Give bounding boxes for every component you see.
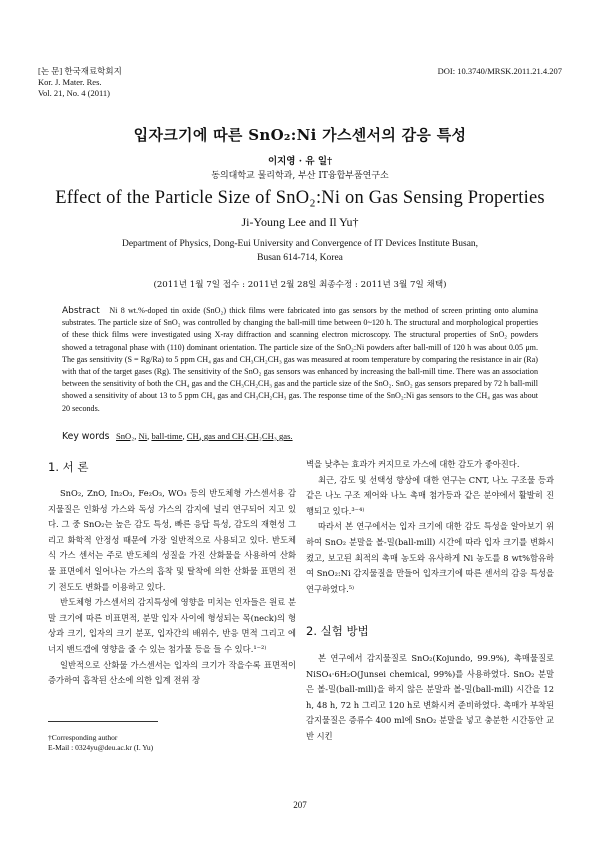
page-number: 207	[293, 800, 307, 810]
keyword-item: CH₄ gas and CH₃CH₂CH₃ gas.	[186, 431, 293, 441]
journal-volume: Vol. 21, No. 4 (2011)	[38, 88, 111, 98]
corresponding-email: E-Mail : 0324yu@deu.ac.kr (I. Yu)	[48, 743, 154, 752]
paragraph: 벽을 낮추는 효과가 커지므로 가스에 대한 감도가 좋아진다.	[306, 459, 520, 469]
introduction-body	[48, 486, 296, 689]
section-heading-introduction: 1. 서 론	[48, 460, 89, 474]
received-dates: (2011년 1월 7일 접수 : 2011년 2월 28일 최종수정 : 2011년 3월 7일 채택)	[153, 280, 447, 290]
section-heading-methods: 2. 실험 방법	[306, 624, 369, 638]
doi: DOI: 10.3740/MRSK.2011.21.4.207	[437, 66, 562, 76]
abstract	[62, 305, 538, 415]
keywords: Key words SnO₂, Ni, ball-time, CH₄ gas and CH₃CH₂CH₃ gas.	[62, 431, 293, 442]
methods-body	[306, 651, 554, 745]
footnote	[48, 733, 153, 753]
paragraph: 본 연구에서 감지물질로 SnO₂(Kojundo, 99.9%), 촉매물질로 NiSO₄·6H₂O(Junsei chemical, 99%)를 사용하였다. SnO₂ 분말은 볼-밀(ball-mill)을 하지 않은 분말과 볼-밀(ball-mill) 시간을 12 h, 48 h, 72 h 그리고 120 h로 변화시켜 준비하였다. 촉매가 부착된 감지물질은 증류수 400 ml에 SnO₂ 분말을 넣고 충분한 시간동안 교반 시킨	[306, 653, 554, 741]
affiliation-ko: 동의대학교 물리학과, 부산 IT융합부품연구소	[211, 171, 389, 181]
journal-name-en: Kor. J. Mater. Res.	[38, 77, 102, 87]
abstract-text: Ni 8 wt.%-doped tin oxide (SnO₂) thick films were fabricated into gas sensors by the method of screen printing onto alumina substrates. The particle size of SnO₂ was controlled by changing the ball-mill time between 0~120 h. The structural and morphological properties of these thick films were investigated using X-ray diffraction and scanning electron microscopy. The structural properties of SnO₂ powders showed a tetragonal phase with (110) dominant orientation. The particle size of the SnO₂:Ni powders after ball-mill of 120 h was about 0.05 μm. The gas sensitivity (S = Rg/Ra) to 5 ppm CH₄ gas and CH₃CH₂CH₃ gas was measured at room temperature by comparing the resistance in air (Ra) with that of the target gases (Rg). The sensitivity of the SnO₂ gas sensors was enhanced by increasing the ball-mill time. There was an association between the sensitivity of both the CH₄ gas and the CH₃CH₂CH₃ gas and the particle size of the SnO₂. SnO₂ gas sensors prepared by 72 h ball-mill showed a sensitivity of about 13 to 5 ppm CH₄ gas and CH₃CH₂CH₃ gas. The response time of the SnO₂:Ni gas sensors to the CH₄ gas was about 20 seconds.	[62, 306, 538, 413]
affiliation-en-line1: Department of Physics, Dong-Eui University and Convergence of IT Devices Institute Busan,	[121, 239, 479, 249]
footnote-divider	[48, 721, 158, 722]
corresponding-author-note: †Corresponding author	[48, 733, 118, 742]
keyword-item: Ni	[138, 431, 148, 441]
paragraph: 반도체형 가스센서의 감지특성에 영향을 미치는 인자들은 원료 분말 크기에 따른 비표면적, 분말 입자 사이에 형성되는 목(neck)의 형상과 크기, 입자의 크기 분포, 입자간의 배위수, 반응 면적 그리고 에너지 밴드갭에 영향을 줄 수 있는 첨가물 등을 들 수 있다.¹⁻²⁾	[48, 597, 296, 654]
journal-info	[38, 66, 122, 99]
affiliation-en	[0, 237, 600, 265]
right-column-body	[306, 457, 554, 597]
authors-ko: 이지영 · 유 일†	[267, 156, 333, 167]
title-en: Effect of the Particle Size of SnO₂:Ni on Gas Sensing Properties	[55, 188, 545, 208]
paragraph: 일반적으로 산화물 가스센서는 입자의 크기가 작을수록 표면적이 증가하여 흡착된 산소에 의한 입계 전위 장	[48, 659, 296, 686]
abstract-label: Abstract	[62, 306, 100, 316]
keyword-item: ball-time	[151, 431, 183, 441]
authors-en: Ji-Young Lee and Il Yu†	[241, 215, 359, 229]
paragraph: SnO₂, ZnO, In₂O₃, Fe₂O₃, WO₃ 등의 반도체형 가스센서용 감지물질은 인화성 가스와 독성 가스의 감지에 널리 연구되어 지고 있다. 그 중 SnO₂는 높은 감도 특성, 빠른 응답 특성, 감도의 재현성 그리고 화학적 안정성 때문에 가장 일반적으로 사용되고 있다. 반도체식 가스 센서는 주로 반도체의 성질을 가진 산화물을 사용하여 산화물 표면에서 일어나는 가스의 흡착 및 탈착에 의한 산화물 표면의 전기 전도도 변화를 이용하고 있다.	[48, 488, 296, 592]
paragraph: 따라서 본 연구에서는 입자 크기에 대한 감도 특성을 알아보기 위하여 SnO₂ 분말을 볼-밀(ball-mill) 시간에 따라 입자 크기를 변화시켰고, 보고된 최적의 촉매 농도와 유사하게 Ni 농도를 8 wt%함유하여 SnO₂:Ni 감지물질을 만들어 입자크기에 따른 센서의 감응 특성을 연구하였다.⁵⁾	[306, 521, 554, 594]
paragraph: 최근, 감도 및 선택성 향상에 대한 연구는 CNT, 나노 구조물 등과 같은 나노 구조 제어와 나노 촉매 첨가등과 같은 분야에서 활발히 진행되고 있다.³⁻⁴⁾	[306, 474, 554, 516]
keyword-item: SnO₂	[115, 431, 135, 441]
journal-name-ko: [논 문] 한국재료학회지	[38, 66, 122, 76]
keywords-label: Key words	[62, 431, 110, 442]
title-ko: 입자크기에 따른 SnO₂:Ni 가스센서의 감응 특성	[133, 126, 467, 144]
affiliation-en-line2: Busan 614-714, Korea	[257, 253, 343, 263]
